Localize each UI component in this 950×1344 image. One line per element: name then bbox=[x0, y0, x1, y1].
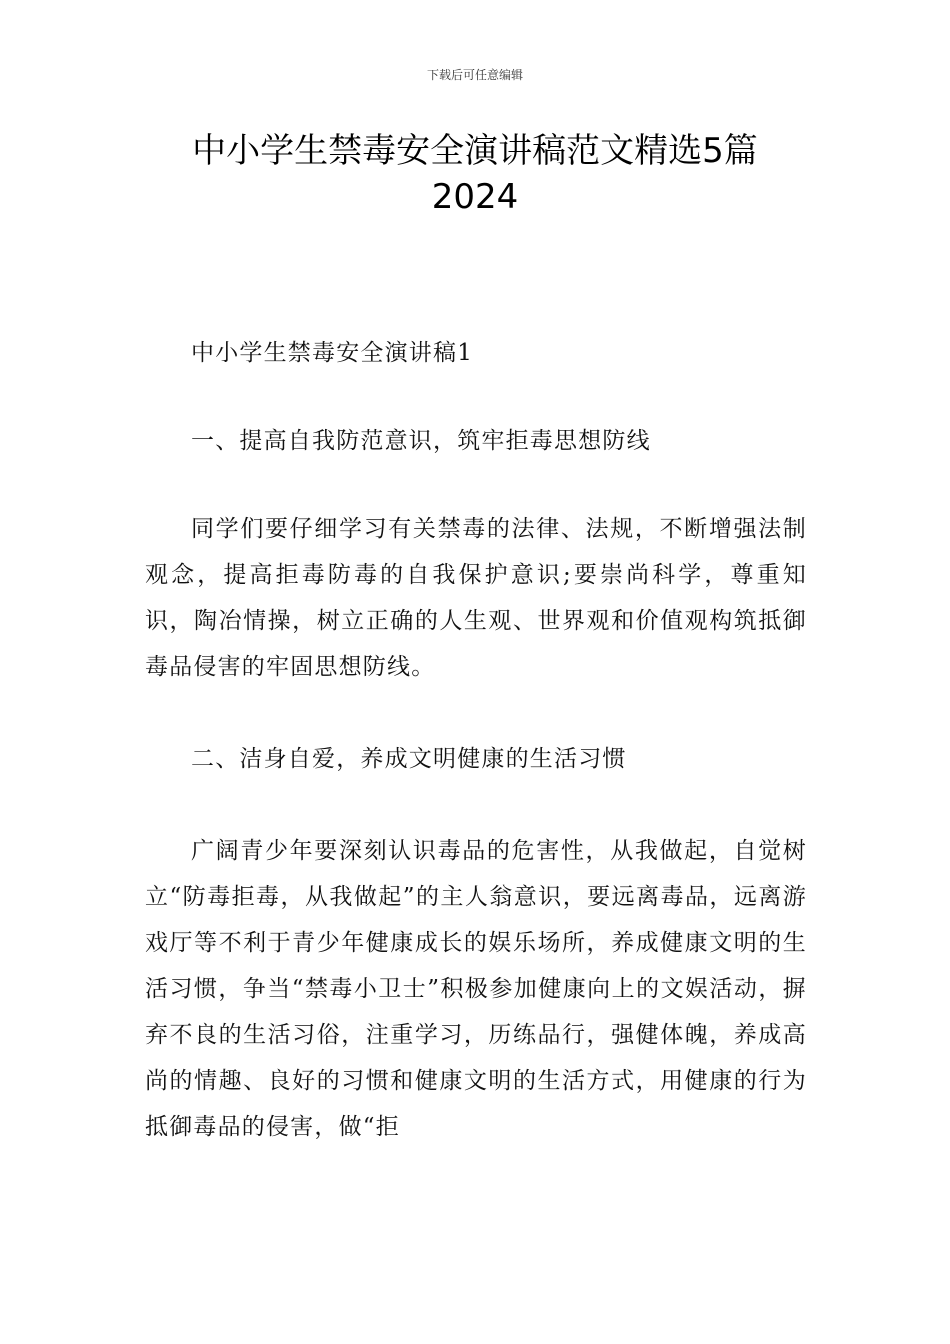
heading-2: 二、洁身自爱，养成文明健康的生活习惯 bbox=[191, 746, 627, 772]
document-body bbox=[145, 330, 807, 1150]
title-line-2: 2024 bbox=[431, 177, 519, 217]
paragraph-1: 同学们要仔细学习有关禁毒的法律、法规，不断增强法制观念，提高拒毒防毒的自我保护意识;要崇尚科学，尊重知识，陶冶情操，树立正确的人生观、世界观和价值观构筑抵御毒品侵害的牢固思想防线。 bbox=[145, 516, 807, 680]
header-note: 下载后可任意编辑 bbox=[426, 68, 523, 82]
document-title bbox=[100, 128, 850, 220]
title-line-1: 中小学生禁毒安全演讲稿范文精选5篇 bbox=[192, 131, 758, 171]
heading-1: 一、提高自我防范意识，筑牢拒毒思想防线 bbox=[191, 428, 651, 454]
paragraph-2: 广阔青少年要深刻认识毒品的危害性，从我做起，自觉树立“防毒拒毒，从我做起”的主人翁意识，要远离毒品，远离游戏厅等不利于青少年健康成长的娱乐场所，养成健康文明的生活习惯，争当“禁毒小卫士”积极参加健康向上的文娱活动，摒弃不良的生活习俗，注重学习，历练品行，强健体魄，养成高尚的情趣、良好的习惯和健康文明的生活方式，用健康的行为抵御毒品的侵害，做“拒 bbox=[145, 838, 807, 1140]
section-title: 中小学生禁毒安全演讲稿1 bbox=[191, 340, 474, 366]
